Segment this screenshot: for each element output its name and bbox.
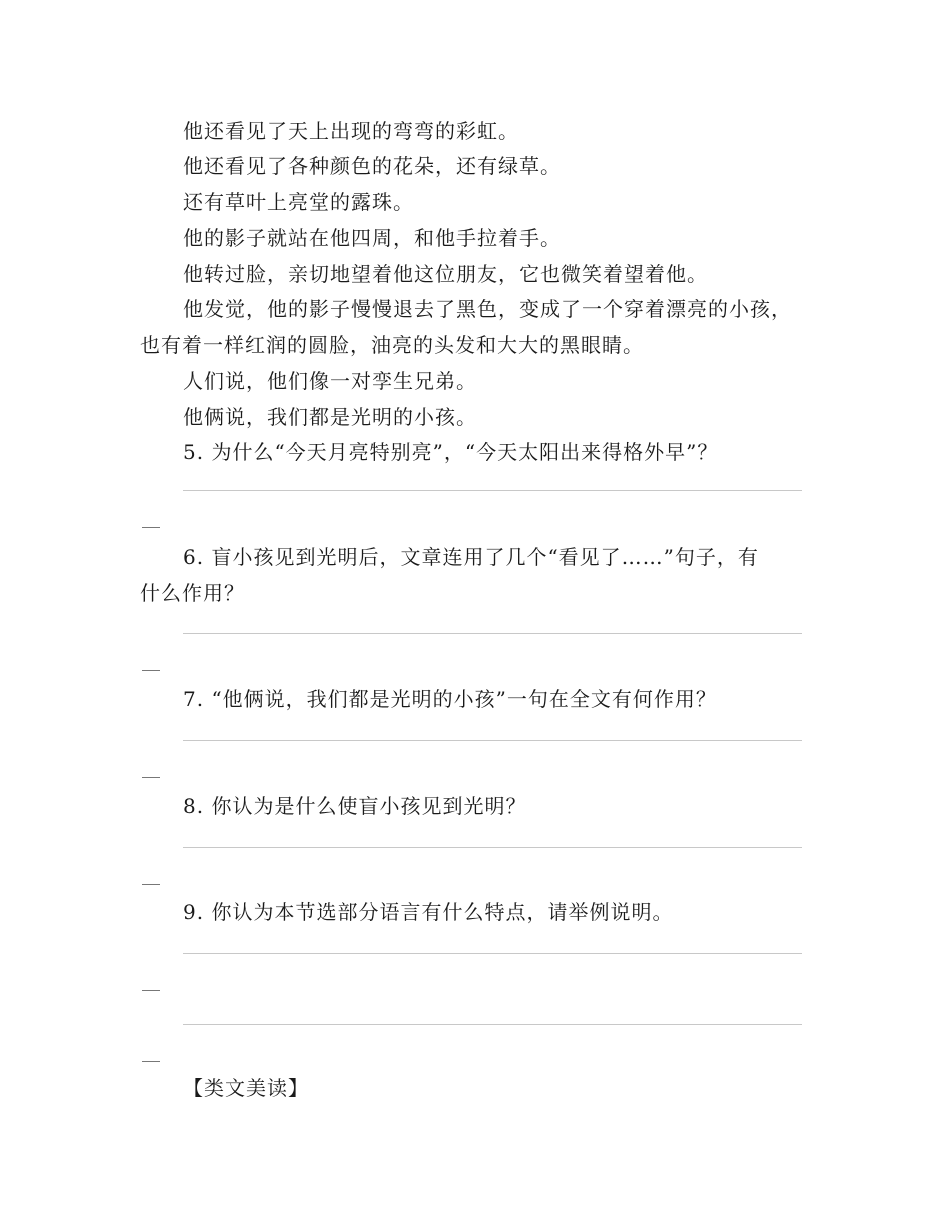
answer-line[interactable] — [183, 490, 802, 491]
answer-line[interactable] — [183, 1024, 802, 1025]
answer-line-end — [142, 1061, 160, 1062]
passage-line: 他还看见了各种颜色的花朵，还有绿草。 — [183, 154, 561, 178]
passage-line: 人们说，他们像一对孪生兄弟。 — [183, 369, 477, 393]
passage-line: 还有草叶上亮堂的露珠。 — [183, 190, 414, 214]
question-text: 9. 你认为本节选部分语言有什么特点，请举例说明。 — [183, 900, 674, 924]
passage-line: 他还看见了天上出现的弯弯的彩虹。 — [183, 119, 519, 143]
answer-line[interactable] — [183, 633, 802, 634]
question-text: 6. 盲小孩见到光明后，文章连用了几个“看见了……”句子，有 — [183, 545, 759, 569]
question-text: 什么作用？ — [140, 581, 245, 605]
answer-line[interactable] — [183, 953, 802, 954]
question-text: 5. 为什么“今天月亮特别亮”，“今天太阳出来得格外早”？ — [183, 440, 719, 464]
passage-line: 也有着一样红润的圆脸，油亮的头发和大大的黑眼睛。 — [140, 333, 644, 357]
answer-line-end — [142, 884, 160, 885]
answer-line-end — [142, 527, 160, 528]
question-text: 7. “他俩说，我们都是光明的小孩”一句在全文有何作用？ — [183, 687, 717, 711]
passage-line: 他俩说，我们都是光明的小孩。 — [183, 405, 477, 429]
answer-line[interactable] — [183, 847, 802, 848]
passage-line: 他转过脸，亲切地望着他这位朋友，它也微笑着望着他。 — [183, 262, 708, 286]
passage-line: 他发觉，他的影子慢慢退去了黑色，变成了一个穿着漂亮的小孩， — [183, 297, 792, 321]
section-heading: 【类文美读】 — [183, 1076, 309, 1100]
question-text: 8. 你认为是什么使盲小孩见到光明？ — [183, 794, 527, 818]
passage-line: 他的影子就站在他四周，和他手拉着手。 — [183, 226, 561, 250]
answer-line-end — [142, 777, 160, 778]
answer-line[interactable] — [183, 740, 802, 741]
answer-line-end — [142, 670, 160, 671]
answer-line-end — [142, 990, 160, 991]
